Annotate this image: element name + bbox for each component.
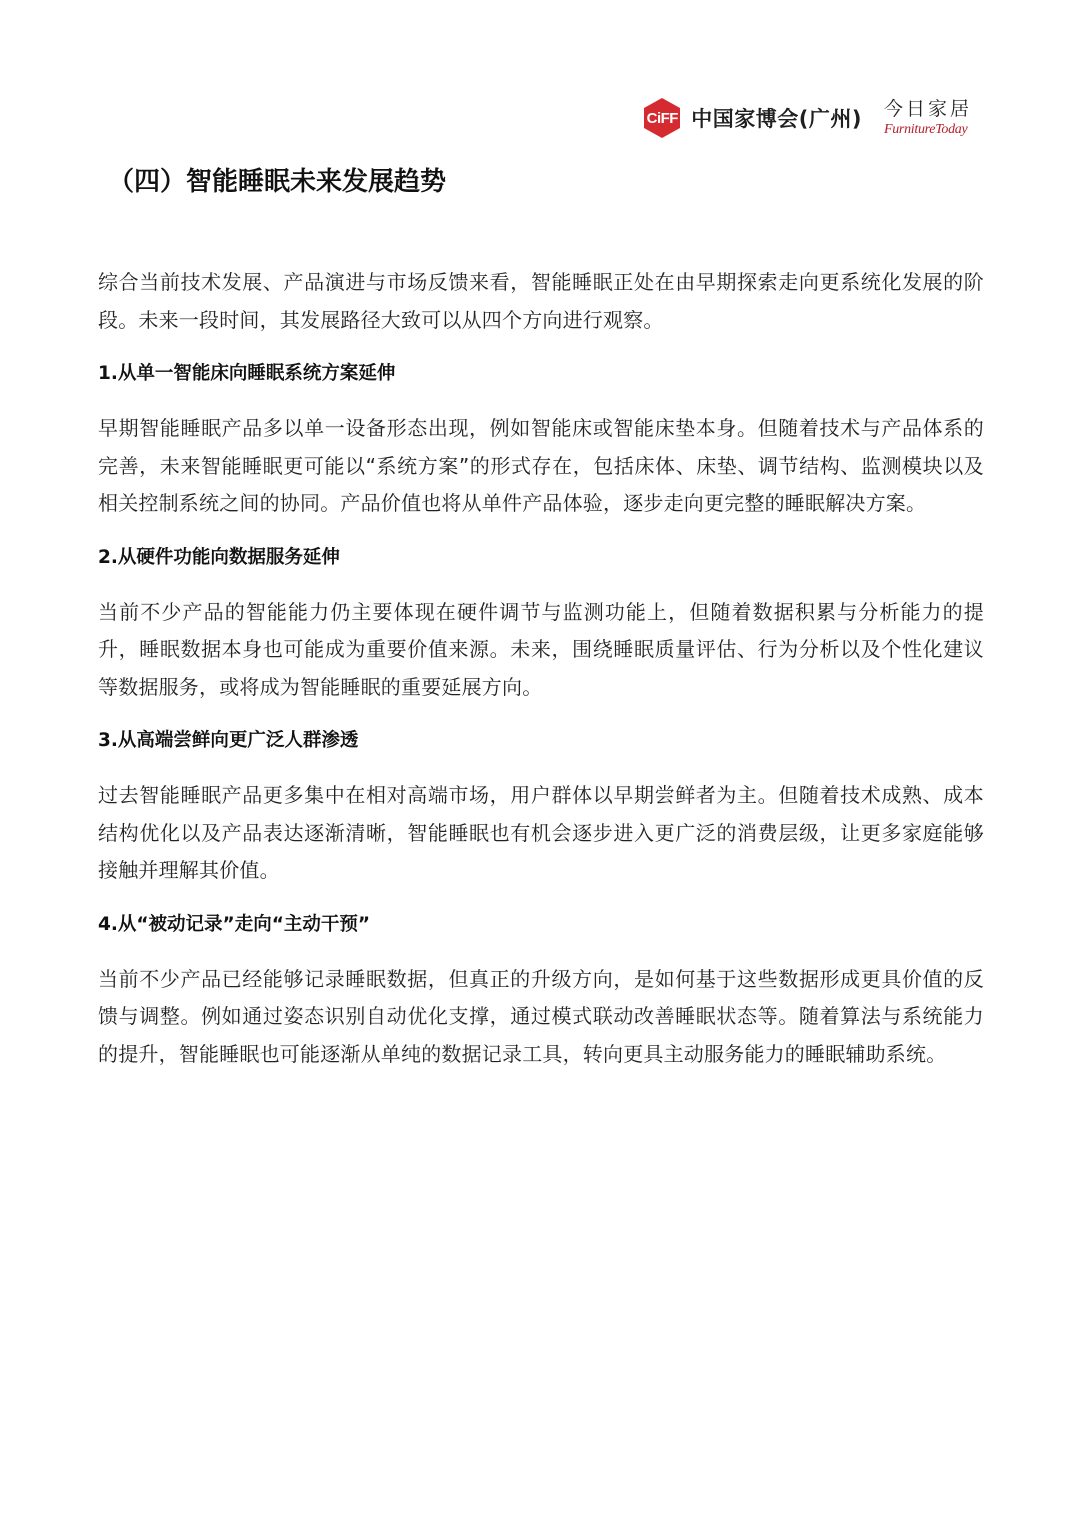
trend-4-heading: 4.从“被动记录”走向“主动干预” xyxy=(98,913,371,935)
trend-2-body: 当前不少产品的智能能力仍主要体现在硬件调节与监测功能上，但随着数据积累与分析能力的提升，睡眠数据本身也可能成为重要价值来源。未来，围绕睡眠质量评估、行为分析以及个性化建议等数据服务，或将成为智能睡眠的重要延展方向。 xyxy=(98,599,984,699)
ciff-logo xyxy=(641,97,862,139)
ciff-name: 中国家博会(广州) xyxy=(691,107,862,131)
page-header xyxy=(641,92,972,144)
furniture-today-cn: 今日家居 xyxy=(883,98,972,120)
trend-1-body: 早期智能睡眠产品多以单一设备形态出现，例如智能床或智能床垫本身。但随着技术与产品体系的完善，未来智能睡眠更可能以“系统方案”的形式存在，包括床体、床垫、调节结构、监测模块以及相关控制系统之间的协同。产品价值也将从单件产品体验，逐步走向更完整的睡眠解决方案。 xyxy=(98,416,984,515)
trend-3-body: 过去智能睡眠产品更多集中在相对高端市场，用户群体以早期尝鲜者为主。但随着技术成熟、成本结构优化以及产品表达逐渐清晰，智能睡眠也有机会逐步进入更广泛的消费层级，让更多家庭能够接触并理解其价值。 xyxy=(98,783,984,882)
trend-3-heading: 3.从高端尝鲜向更广泛人群渗透 xyxy=(98,730,359,751)
intro-paragraph: 综合当前技术发展、产品演进与市场反馈来看，智能睡眠正处在由早期探索走向更系统化发展的阶段。未来一段时间，其发展路径大致可以从四个方向进行观察。 xyxy=(98,270,984,332)
trend-4-body: 当前不少产品已经能够记录睡眠数据，但真正的升级方向，是如何基于这些数据形成更具价值的反馈与调整。例如通过姿态识别自动优化支撑，通过模式联动改善睡眠状态等。随着算法与系统能力的提升，智能睡眠也可能逐渐从单纯的数据记录工具，转向更具主动服务能力的睡眠辅助系统。 xyxy=(98,966,984,1066)
trend-2-heading: 2.从硬件功能向数据服务延伸 xyxy=(98,546,340,568)
ciff-badge-text: CiFF xyxy=(646,109,678,127)
trend-1-heading: 1.从单一智能床向睡眠系统方案延伸 xyxy=(98,363,396,384)
ciff-hexagon-icon xyxy=(641,97,683,139)
section-title: （四）智能睡眠未来发展趋势 xyxy=(108,167,447,197)
furniture-today-en: FurnitureToday xyxy=(883,122,968,137)
furniture-today-logo xyxy=(884,97,972,139)
article-body xyxy=(98,264,984,1073)
